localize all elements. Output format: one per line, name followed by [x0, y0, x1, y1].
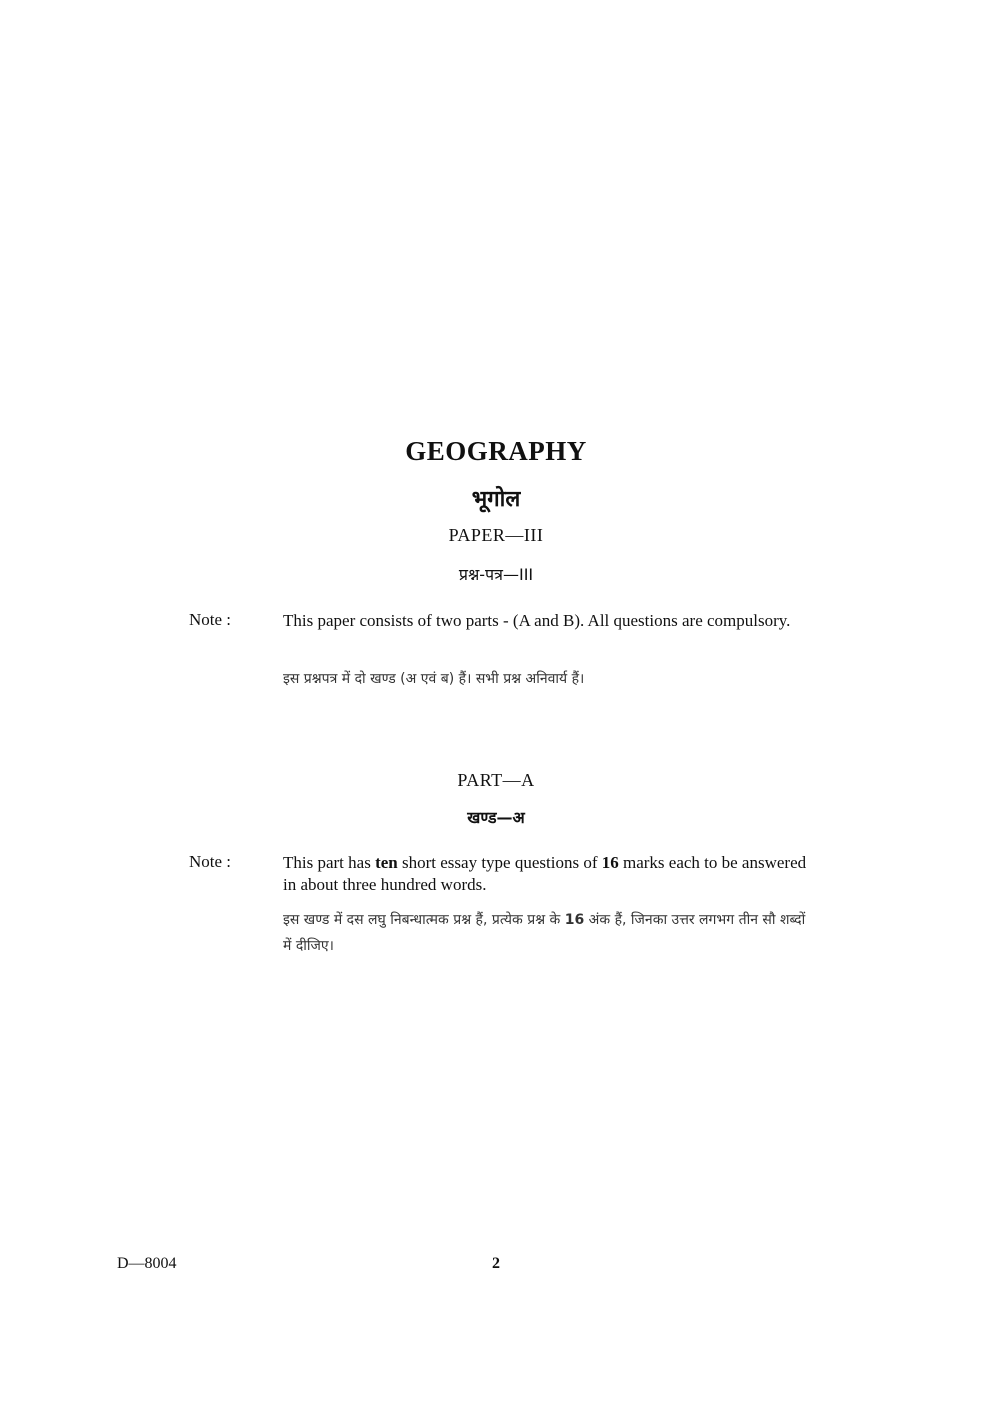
paper-number-hindi: प्रश्न-पत्र—III	[458, 565, 534, 584]
note-label: Note :	[189, 610, 232, 629]
note-text-hindi: इस खण्ड में दस लघु निबन्धात्मक प्रश्न हैं, प्रत्येक प्रश्न के 16 अंक हैं, जिनका उत्तर लगभग तीन सौ शब्दों में दीजिए।	[283, 912, 806, 954]
note-text-english: This part has ten short essay type questions of 16 marks each to be answered in about three hundred words.	[283, 853, 807, 894]
page-number: 2	[492, 1255, 500, 1272]
part-title: PART—A	[457, 770, 535, 790]
part-title-hindi: खण्ड—अ	[467, 808, 525, 827]
note-text-english: This paper consists of two parts - (A and B). All questions are compulsory.	[283, 611, 791, 630]
page-title-hindi: भूगोल	[471, 487, 521, 512]
note-label: Note :	[189, 852, 232, 871]
paper-code: D—8004	[117, 1255, 177, 1272]
page-title: GEOGRAPHY	[405, 436, 587, 466]
paper-number: PAPER—III	[448, 525, 544, 545]
note-text-hindi: इस प्रश्नपत्र में दो खण्ड (अ एवं ब) हैं। सभी प्रश्न अनिवार्य हैं।	[283, 671, 585, 687]
